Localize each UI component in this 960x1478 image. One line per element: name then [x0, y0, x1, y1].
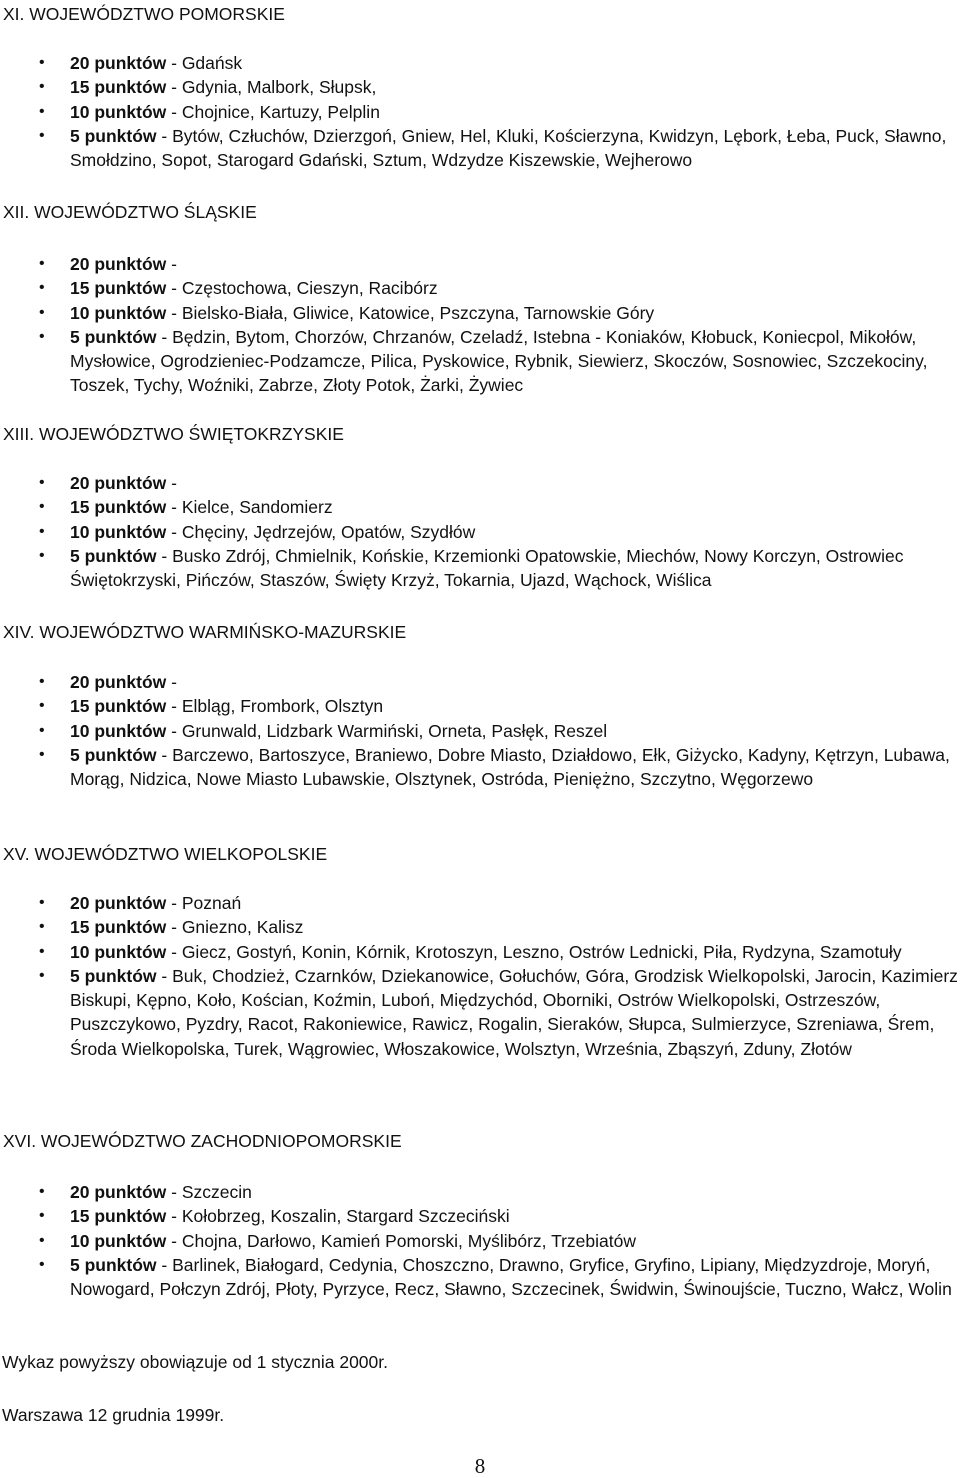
- places-text: - Bytów, Człuchów, Dzierzgoń, Gniew, Hel, Kluki, Kościerzyna, Kwidzyn, Lębork, Łeba, Puck, Sławno, Smołdzino, Sopot, Starogard Gdański, Sztum, Wdzydze Kiszewskie, Wejherowo: [70, 125, 947, 171]
- validity-note: Wykaz powyższy obowiązuje od 1 stycznia 2000r.: [2, 1352, 388, 1372]
- bullet-icon: •: [39, 279, 45, 297]
- list-item: [0, 471, 960, 495]
- points-label: 5 punktów: [70, 1254, 157, 1275]
- list-item: [0, 670, 960, 694]
- list-item: [0, 964, 960, 1061]
- places-text: - Buk, Chodzież, Czarnków, Dziekanowice, Gołuchów, Góra, Grodzisk Wielkopolski, Jarocin, Kazimierz Biskupi, Kępno, Koło, Kościan, Koźmin, Luboń, Międzychód, Oborniki, Ostrów Wielkopolski, Ostrzeszów, Puszczykowo, Pyzdry, Racot, Rakoniewice, Rawicz, Rogalin, Sieraków, Słupca, Sulmierzyce, Szreniawa, Śrem, Środa Wielkopolska, Turek, Wągrowiec, Włoszakowice, Wolsztyn, Września, Zbąszyń, Zduny, Złotów: [70, 965, 958, 1059]
- list-item: [0, 301, 960, 325]
- page-number: 8: [474, 1454, 486, 1478]
- bullet-icon: •: [39, 327, 45, 345]
- section-title-swietokrzyskie: XIII. WOJEWÓDZTWO ŚWIĘTOKRZYSKIE: [3, 424, 344, 444]
- places-text: -: [166, 473, 177, 493]
- section-title-slaskie: XII. WOJEWÓDZTWO ŚLĄSKIE: [3, 202, 257, 222]
- places-text: - Chęciny, Jędrzejów, Opatów, Szydłów: [166, 521, 476, 542]
- places-text: -: [166, 254, 177, 274]
- bullet-icon: •: [39, 126, 45, 144]
- entries-warminsko-mazurskie: [0, 670, 960, 791]
- points-label: 15 punktów: [70, 696, 167, 717]
- points-label: 20 punktów: [70, 1182, 167, 1202]
- points-label: 15 punktów: [70, 77, 167, 98]
- bullet-icon: •: [39, 721, 45, 739]
- points-label: 15 punktów: [70, 1206, 167, 1227]
- list-item: [0, 1204, 960, 1228]
- list-item: [0, 1229, 960, 1253]
- section-title-wielkopolskie: XV. WOJEWÓDZTWO WIELKOPOLSKIE: [3, 844, 328, 864]
- list-item: [0, 1253, 960, 1302]
- bullet-icon: •: [39, 255, 45, 272]
- bullet-icon: •: [39, 918, 45, 936]
- points-label: 20 punktów: [70, 254, 167, 274]
- bullet-icon: •: [39, 894, 45, 911]
- list-item: [0, 891, 960, 915]
- section-title-pomorskie: XI. WOJEWÓDZTWO POMORSKIE: [3, 4, 285, 24]
- bullet-icon: •: [39, 1207, 45, 1225]
- entries-wielkopolskie: [0, 891, 960, 1061]
- bullet-icon: •: [39, 102, 45, 120]
- entries-pomorskie: [0, 51, 960, 172]
- list-item: [0, 495, 960, 519]
- points-label: 10 punktów: [70, 1230, 167, 1251]
- entries-zachodniopomorskie: [0, 1180, 960, 1301]
- bullet-icon: •: [39, 966, 45, 984]
- points-label: 10 punktów: [70, 101, 167, 122]
- bullet-icon: •: [39, 474, 45, 491]
- bullet-icon: •: [39, 498, 45, 516]
- points-label: 10 punktów: [70, 720, 167, 741]
- list-item: [0, 520, 960, 544]
- list-item: [0, 75, 960, 99]
- list-item: [0, 276, 960, 300]
- list-item: [0, 124, 960, 173]
- bullet-icon: •: [39, 697, 45, 715]
- places-text: - Barlinek, Białogard, Cedynia, Choszczno, Drawno, Gryfice, Gryfino, Lipiany, Międzyzdroje, Moryń, Nowogard, Połczyn Zdrój, Płoty, Pyrzyce, Recz, Sławno, Szczecinek, Świdwin, Świnoujście, Tuczno, Wałcz, Wolin: [70, 1254, 952, 1300]
- bullet-icon: •: [39, 546, 45, 564]
- list-item: [0, 1180, 960, 1204]
- places-text: - Busko Zdrój, Chmielnik, Końskie, Krzemionki Opatowskie, Miechów, Nowy Korczyn, Ostrowiec Świętokrzyski, Pińczów, Staszów, Święty Krzyż, Tokarnia, Ujazd, Wąchock, Wiślica: [70, 545, 904, 591]
- section-title-zachodniopomorskie: XVI. WOJEWÓDZTWO ZACHODNIOPOMORSKIE: [3, 1131, 402, 1151]
- bullet-icon: •: [39, 54, 45, 71]
- points-label: 5 punktów: [70, 326, 157, 347]
- place-and-date: Warszawa 12 grudnia 1999r.: [2, 1405, 225, 1425]
- bullet-icon: •: [39, 1183, 45, 1200]
- bullet-icon: •: [39, 673, 45, 690]
- bullet-icon: •: [39, 303, 45, 321]
- list-item: [0, 325, 960, 398]
- bullet-icon: •: [39, 1231, 45, 1249]
- bullet-icon: •: [39, 522, 45, 540]
- points-label: 10 punktów: [70, 521, 167, 542]
- places-text: - Poznań: [166, 893, 242, 913]
- places-text: - Kielce, Sandomierz: [166, 497, 333, 518]
- places-text: - Chojna, Darłowo, Kamień Pomorski, Myślibórz, Trzebiatów: [166, 1230, 637, 1251]
- points-label: 5 punktów: [70, 744, 157, 765]
- entries-swietokrzyskie: [0, 471, 960, 592]
- points-label: 15 punktów: [70, 278, 167, 299]
- places-text: - Bielsko-Biała, Gliwice, Katowice, Pszczyna, Tarnowskie Góry: [166, 302, 655, 323]
- places-text: - Barczewo, Bartoszyce, Braniewo, Dobre Miasto, Działdowo, Ełk, Giżycko, Kadyny, Kętrzyn, Lubawa, Morąg, Nidzica, Nowe Miasto Lubawskie, Olsztynek, Ostróda, Pieniężno, Szczytno, Węgorzewo: [70, 744, 950, 790]
- entries-slaskie: [0, 252, 960, 398]
- points-label: 10 punktów: [70, 302, 167, 323]
- places-text: - Szczecin: [166, 1182, 252, 1202]
- bullet-icon: •: [39, 942, 45, 960]
- points-label: 20 punktów: [70, 672, 167, 692]
- bullet-icon: •: [39, 78, 45, 96]
- places-text: - Giecz, Gostyń, Konin, Kórnik, Krotoszyn, Leszno, Ostrów Lednicki, Piła, Rydzyna, Szamotuły: [166, 941, 902, 962]
- places-text: - Elbląg, Frombork, Olsztyn: [166, 696, 384, 717]
- section-title-warminsko-mazurskie: XIV. WOJEWÓDZTWO WARMIŃSKO-MAZURSKIE: [3, 622, 407, 642]
- points-label: 20 punktów: [70, 53, 167, 73]
- points-label: 5 punktów: [70, 125, 157, 146]
- places-text: - Częstochowa, Cieszyn, Racibórz: [166, 278, 438, 299]
- list-item: [0, 544, 960, 593]
- points-label: 15 punktów: [70, 497, 167, 518]
- places-text: - Kołobrzeg, Koszalin, Stargard Szczeciński: [166, 1206, 510, 1227]
- list-item: [0, 252, 960, 276]
- points-label: 20 punktów: [70, 893, 167, 913]
- list-item: [0, 100, 960, 124]
- list-item: [0, 51, 960, 75]
- points-label: 20 punktów: [70, 473, 167, 493]
- bullet-icon: •: [39, 1255, 45, 1273]
- places-text: - Gniezno, Kalisz: [166, 917, 304, 938]
- places-text: -: [166, 672, 177, 692]
- list-item: [0, 940, 960, 964]
- places-text: - Gdynia, Malbork, Słupsk,: [166, 77, 377, 98]
- points-label: 5 punktów: [70, 545, 157, 566]
- points-label: 10 punktów: [70, 941, 167, 962]
- points-label: 5 punktów: [70, 965, 157, 986]
- places-text: - Chojnice, Kartuzy, Pelplin: [166, 101, 380, 122]
- list-item: [0, 719, 960, 743]
- list-item: [0, 694, 960, 718]
- points-label: 15 punktów: [70, 917, 167, 938]
- places-text: - Grunwald, Lidzbark Warmiński, Orneta, Pasłęk, Reszel: [166, 720, 608, 741]
- list-item: [0, 743, 960, 792]
- places-text: - Będzin, Bytom, Chorzów, Chrzanów, Czeladź, Istebna - Koniaków, Kłobuck, Koniecpol, Mikołów, Mysłowice, Ogrodzieniec-Podzamcze, Pilica, Pyskowice, Rybnik, Siewierz, Skoczów, Sosnowiec, Szczekociny, Toszek, Tychy, Woźniki, Zabrze, Złoty Potok, Żarki, Żywiec: [70, 326, 928, 396]
- places-text: - Gdańsk: [166, 53, 243, 73]
- bullet-icon: •: [39, 745, 45, 763]
- list-item: [0, 915, 960, 939]
